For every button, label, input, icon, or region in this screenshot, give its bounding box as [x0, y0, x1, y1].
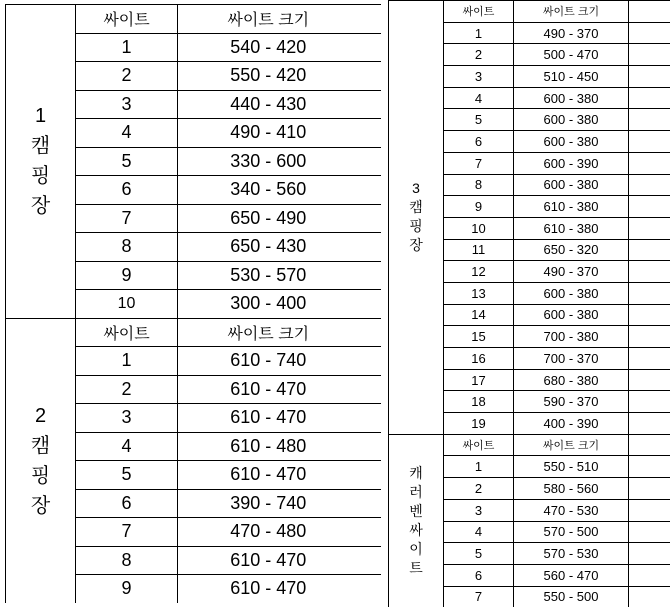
site-number: 4	[76, 432, 178, 461]
site-number: 2	[76, 62, 178, 91]
site-size: 610 - 470	[178, 575, 359, 603]
edge-cell	[629, 586, 670, 607]
site-column-header: 싸이트	[76, 318, 178, 347]
size-column-header: 싸이트 크기	[178, 5, 359, 34]
right-site-table	[388, 0, 670, 607]
site-size: 300 - 400	[178, 290, 359, 319]
site-number: 6	[444, 564, 514, 586]
site-size: 490 - 410	[178, 119, 359, 148]
edge-cell	[629, 217, 670, 239]
caravan-label-char: 싸	[409, 522, 423, 538]
site-number: 14	[444, 304, 514, 326]
site-size: 600 - 390	[514, 152, 629, 174]
camp3-label-char: 3	[412, 180, 420, 197]
edge-cell	[629, 456, 670, 478]
edge-cell	[629, 1, 670, 23]
site-number: 10	[444, 217, 514, 239]
camp2-header-row	[6, 318, 381, 347]
site-number: 4	[444, 521, 514, 543]
edge-cell	[629, 348, 670, 370]
site-size: 610 - 740	[178, 347, 359, 376]
site-number: 3	[444, 499, 514, 521]
site-number: 9	[76, 575, 178, 603]
site-size: 550 - 500	[514, 586, 629, 607]
site-size: 650 - 430	[178, 233, 359, 262]
site-number: 1	[444, 22, 514, 44]
camp1-label-char: 1	[34, 105, 47, 128]
edge-cell	[359, 62, 381, 91]
site-size: 600 - 380	[514, 131, 629, 153]
edge-cell	[629, 413, 670, 435]
edge-cell	[359, 518, 381, 547]
site-number: 10	[76, 290, 178, 319]
site-size: 400 - 390	[514, 413, 629, 435]
site-size: 700 - 380	[514, 326, 629, 348]
site-number: 6	[76, 176, 178, 205]
site-number: 5	[76, 461, 178, 490]
site-number: 3	[76, 90, 178, 119]
edge-cell	[629, 391, 670, 413]
site-column-header: 싸이트	[444, 434, 514, 456]
size-column-header: 싸이트 크기	[178, 318, 359, 347]
site-number: 12	[444, 261, 514, 283]
site-size: 610 - 470	[178, 404, 359, 433]
site-number: 15	[444, 326, 514, 348]
edge-cell	[359, 375, 381, 404]
caravan-label-char: 캐	[409, 465, 423, 481]
site-number: 6	[444, 131, 514, 153]
edge-cell	[359, 347, 381, 376]
site-size: 610 - 470	[178, 546, 359, 575]
site-size: 650 - 490	[178, 204, 359, 233]
caravan-label-char: 러	[409, 484, 423, 500]
site-size: 390 - 740	[178, 489, 359, 518]
site-number: 7	[444, 152, 514, 174]
site-size: 590 - 370	[514, 391, 629, 413]
camp3-label-char: 캠	[409, 199, 423, 216]
site-size: 610 - 470	[178, 375, 359, 404]
edge-cell	[359, 404, 381, 433]
site-size: 600 - 380	[514, 304, 629, 326]
site-size: 650 - 320	[514, 239, 629, 261]
edge-cell	[359, 432, 381, 461]
site-size: 680 - 380	[514, 369, 629, 391]
size-column-header: 싸이트 크기	[514, 1, 629, 23]
camp2-label	[6, 318, 76, 603]
site-number: 19	[444, 413, 514, 435]
edge-cell	[359, 176, 381, 205]
camp3-header-row	[389, 1, 670, 23]
camp1-label-char: 핑	[30, 165, 51, 188]
site-size: 500 - 470	[514, 44, 629, 66]
site-size: 470 - 530	[514, 499, 629, 521]
site-size: 440 - 430	[178, 90, 359, 119]
edge-cell	[359, 119, 381, 148]
site-number: 2	[444, 44, 514, 66]
site-size: 530 - 570	[178, 261, 359, 290]
edge-cell	[359, 90, 381, 119]
site-size: 610 - 380	[514, 217, 629, 239]
edge-cell	[629, 521, 670, 543]
edge-cell	[359, 318, 381, 347]
site-number: 3	[444, 66, 514, 88]
edge-cell	[359, 147, 381, 176]
edge-cell	[359, 33, 381, 62]
site-size: 510 - 450	[514, 66, 629, 88]
site-number: 11	[444, 239, 514, 261]
edge-cell	[359, 461, 381, 490]
edge-cell	[359, 546, 381, 575]
camp1-label-char: 장	[30, 195, 51, 218]
site-size: 490 - 370	[514, 22, 629, 44]
edge-cell	[359, 290, 381, 319]
edge-cell	[629, 282, 670, 304]
site-size: 340 - 560	[178, 176, 359, 205]
site-number: 2	[76, 375, 178, 404]
camp3-label-char: 핑	[409, 218, 423, 235]
edge-cell	[359, 233, 381, 262]
site-number: 7	[76, 204, 178, 233]
site-number: 9	[76, 261, 178, 290]
edge-cell	[629, 22, 670, 44]
edge-cell	[629, 369, 670, 391]
caravan-label-char: 벤	[409, 503, 423, 519]
edge-cell	[629, 44, 670, 66]
edge-cell	[629, 239, 670, 261]
site-number: 5	[444, 543, 514, 565]
camp2-label-char: 장	[30, 494, 51, 517]
edge-cell	[629, 196, 670, 218]
site-number: 5	[76, 147, 178, 176]
site-size: 570 - 530	[514, 543, 629, 565]
edge-cell	[629, 304, 670, 326]
edge-cell	[629, 131, 670, 153]
site-number: 8	[444, 174, 514, 196]
edge-cell	[629, 261, 670, 283]
edge-cell	[629, 543, 670, 565]
camp3-label-char: 장	[409, 237, 423, 254]
edge-cell	[629, 87, 670, 109]
site-number: 7	[76, 518, 178, 547]
caravan-label-char: 이	[409, 541, 423, 557]
site-column-header: 싸이트	[444, 1, 514, 23]
edge-cell	[359, 575, 381, 603]
site-size: 490 - 370	[514, 261, 629, 283]
site-number: 17	[444, 369, 514, 391]
edge-cell	[359, 204, 381, 233]
camp3-label	[389, 1, 444, 435]
camp2-label-char: 캠	[30, 434, 51, 457]
site-number: 2	[444, 478, 514, 500]
site-size: 610 - 470	[178, 461, 359, 490]
edge-cell	[629, 109, 670, 131]
edge-cell	[359, 5, 381, 34]
site-number: 18	[444, 391, 514, 413]
edge-cell	[359, 261, 381, 290]
site-number: 1	[76, 347, 178, 376]
edge-cell	[629, 434, 670, 456]
site-size: 580 - 560	[514, 478, 629, 500]
caravan-label	[389, 434, 444, 607]
site-number: 9	[444, 196, 514, 218]
caravan-label-char: 트	[409, 560, 423, 576]
site-size: 600 - 380	[514, 174, 629, 196]
edge-cell	[629, 564, 670, 586]
site-size: 570 - 500	[514, 521, 629, 543]
site-size: 600 - 380	[514, 109, 629, 131]
camp1-label	[6, 5, 76, 319]
site-number: 16	[444, 348, 514, 370]
size-column-header: 싸이트 크기	[514, 434, 629, 456]
site-size: 330 - 600	[178, 147, 359, 176]
site-size: 560 - 470	[514, 564, 629, 586]
site-number: 7	[444, 586, 514, 607]
camp1-label-char: 캠	[30, 135, 51, 158]
edge-cell	[629, 478, 670, 500]
site-column-header: 싸이트	[76, 5, 178, 34]
site-number: 1	[444, 456, 514, 478]
site-size: 600 - 380	[514, 87, 629, 109]
site-size: 550 - 510	[514, 456, 629, 478]
edge-cell	[629, 499, 670, 521]
site-size: 540 - 420	[178, 33, 359, 62]
site-number: 8	[76, 233, 178, 262]
camp2-label-char: 핑	[30, 464, 51, 487]
site-number: 4	[444, 87, 514, 109]
edge-cell	[629, 66, 670, 88]
left-site-table	[5, 4, 381, 603]
site-number: 1	[76, 33, 178, 62]
camp2-label-char: 2	[34, 404, 47, 427]
site-size: 610 - 380	[514, 196, 629, 218]
site-size: 610 - 480	[178, 432, 359, 461]
site-number: 13	[444, 282, 514, 304]
site-number: 4	[76, 119, 178, 148]
camp1-header-row	[6, 5, 381, 34]
site-size: 550 - 420	[178, 62, 359, 91]
edge-cell	[629, 174, 670, 196]
site-number: 8	[76, 546, 178, 575]
site-number: 5	[444, 109, 514, 131]
edge-cell	[359, 489, 381, 518]
site-size: 700 - 370	[514, 348, 629, 370]
site-number: 6	[76, 489, 178, 518]
site-size: 600 - 380	[514, 282, 629, 304]
caravan-header-row	[389, 434, 670, 456]
site-number: 3	[76, 404, 178, 433]
site-size: 470 - 480	[178, 518, 359, 547]
edge-cell	[629, 326, 670, 348]
edge-cell	[629, 152, 670, 174]
